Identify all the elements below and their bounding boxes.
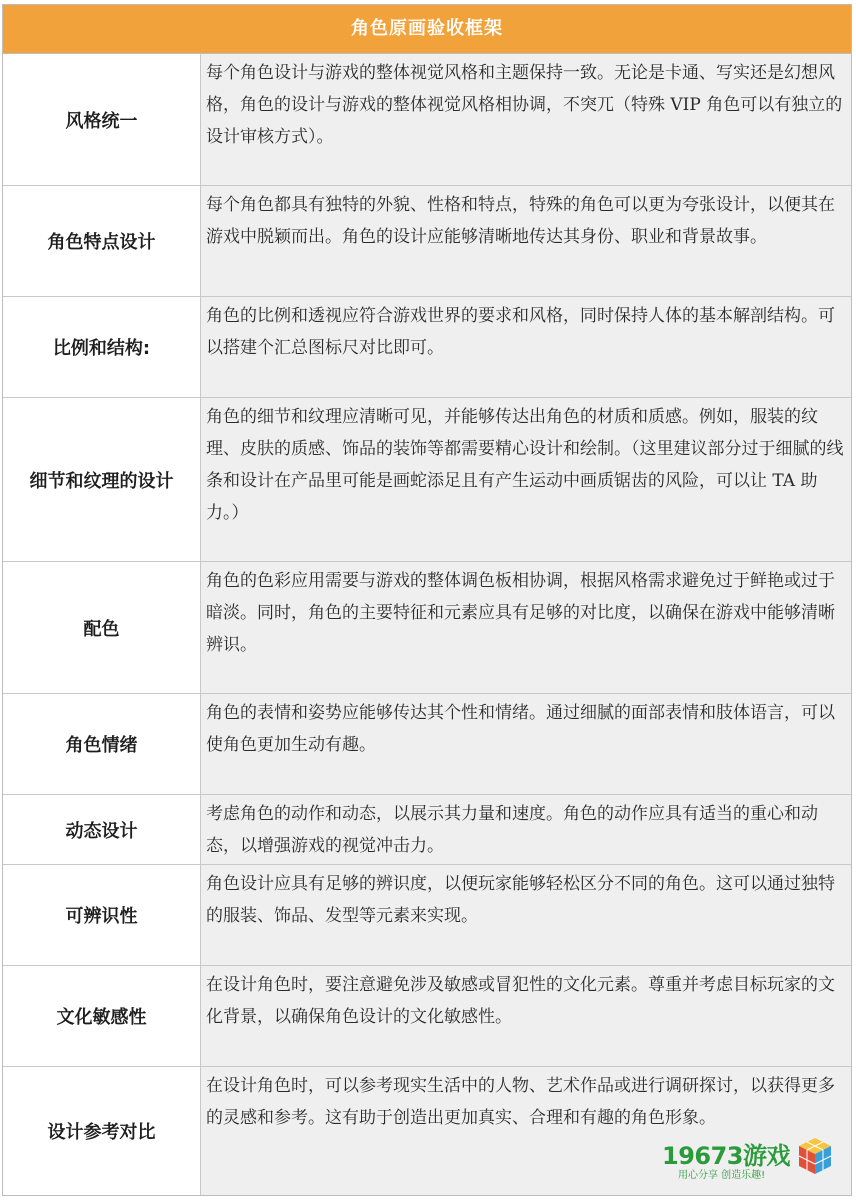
row-description: 角色的表情和姿势应能够传达其个性和情绪。通过细腻的面部表情和肢体语言，可以使角色更加生动有趣。 (201, 694, 851, 794)
row-description: 角色的比例和透视应符合游戏世界的要求和风格，同时保持人体的基本解剖结构。可以搭建个汇总图标尺对比即可。 (201, 297, 851, 397)
table-row (3, 562, 851, 694)
site-watermark (662, 1134, 842, 1184)
row-label: 角色情绪 (3, 694, 201, 794)
row-label: 动态设计 (3, 795, 201, 864)
table-row (3, 865, 851, 966)
row-label: 可辨识性 (3, 865, 201, 965)
table-row (3, 398, 851, 562)
row-description: 每个角色设计与游戏的整体视觉风格和主题保持一致。无论是卡通、写实还是幻想风格，角色的设计与游戏的整体视觉风格相协调，不突兀（特殊 VIP 角色可以有独立的设计审核方式）。 (201, 54, 851, 185)
row-label: 比例和结构: (3, 297, 201, 397)
row-label: 文化敏感性 (3, 966, 201, 1066)
table-row (3, 186, 851, 297)
cube-logo-icon (796, 1136, 834, 1176)
brand-slogan: 用心分享 创造乐趣! (678, 1170, 766, 1181)
row-description: 角色的色彩应用需要与游戏的整体调色板相协调，根据风格需求避免过于鲜艳或过于暗淡。同时，角色的主要特征和元素应具有足够的对比度，以确保在游戏中能够清晰辨识。 (201, 562, 851, 693)
table-row (3, 694, 851, 795)
table-row (3, 297, 851, 398)
row-description: 每个角色都具有独特的外貌、性格和特点，特殊的角色可以更为夸张设计，以便其在游戏中脱颖而出。角色的设计应能够清晰地传达其身份、职业和背景故事。 (201, 186, 851, 296)
row-description: 角色的细节和纹理应清晰可见，并能够传达出角色的材质和质感。例如，服装的纹理、皮肤的质感、饰品的装饰等都需要精心设计和绘制。（这里建议部分过于细腻的线条和设计在产品里可能是画蛇添足且有产生运动中画质锯齿的风险，可以让 TA 助力。） (201, 398, 851, 561)
table-row (3, 795, 851, 865)
table-row (3, 966, 851, 1067)
row-description: 在设计角色时，可以参考现实生活中的人物、艺术作品或进行调研探讨，以获得更多的灵感和参考。这有助于创造出更加真实、合理和有趣的角色形象。 (201, 1067, 851, 1195)
row-label: 设计参考对比 (3, 1067, 201, 1195)
row-description: 角色设计应具有足够的辨识度，以便玩家能够轻松区分不同的角色。这可以通过独特的服装、饰品、发型等元素来实现。 (201, 865, 851, 965)
row-label: 风格统一 (3, 54, 201, 185)
row-label: 细节和纹理的设计 (3, 398, 201, 561)
brand-name: 19673游戏 (662, 1142, 790, 1170)
table-row (3, 54, 851, 186)
row-description: 在设计角色时，要注意避免涉及敏感或冒犯性的文化元素。尊重并考虑目标玩家的文化背景，以确保角色设计的文化敏感性。 (201, 966, 851, 1066)
row-label: 角色特点设计 (3, 186, 201, 296)
row-label: 配色 (3, 562, 201, 693)
acceptance-table (2, 4, 852, 1196)
row-description: 考虑角色的动作和动态，以展示其力量和速度。角色的动作应具有适当的重心和动态，以增强游戏的视觉冲击力。 (201, 795, 851, 864)
table-title: 角色原画验收框架 (3, 5, 851, 54)
